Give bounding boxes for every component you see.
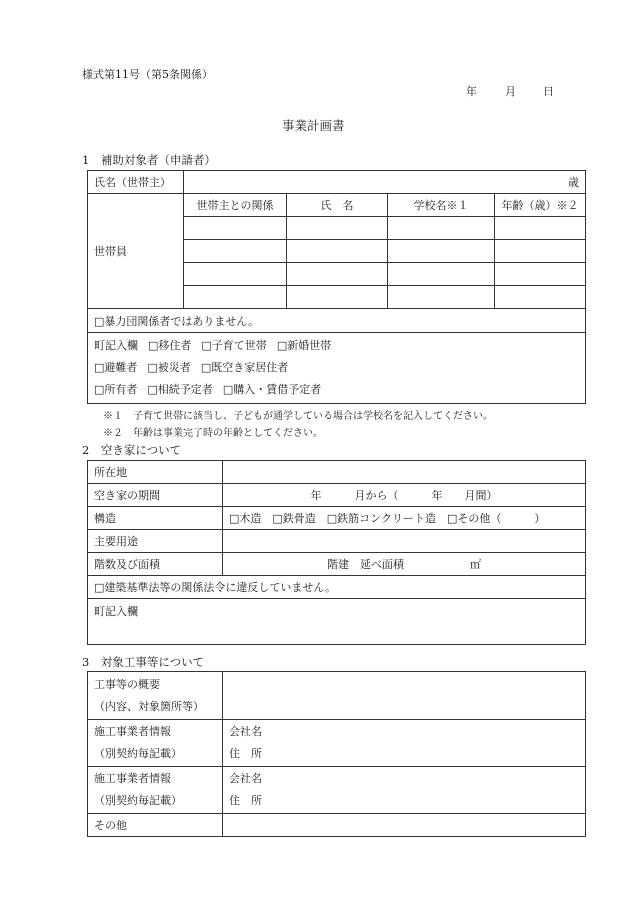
building-law-compliance-checkbox[interactable]: □建築基準法等の関係法令に違反していません。 <box>88 576 586 599</box>
main-usage-field[interactable] <box>223 530 586 553</box>
members-label: 世帯員 <box>88 194 184 309</box>
section3-heading: 3 対象工事等について <box>82 655 205 669</box>
member-relation-cell[interactable] <box>184 240 287 263</box>
date-month: 月 <box>505 85 516 98</box>
date-day: 日 <box>543 85 554 98</box>
note-1: ※１ 子育て世帯に該当し、子どもが通学している場合は学校名を記入してください。 <box>103 411 493 422</box>
address-label: 住 所 <box>229 747 262 760</box>
address-label: 住 所 <box>229 794 262 807</box>
construction-table <box>87 671 586 837</box>
company-name-label: 会社名 <box>229 772 262 785</box>
town-checklist <box>88 333 586 404</box>
page-title: 事業計画書 <box>282 118 345 133</box>
town-entry-field[interactable] <box>88 599 586 645</box>
vacant-house-table <box>87 460 586 645</box>
member-age-cell[interactable] <box>495 240 586 263</box>
other-label: その他 <box>88 814 223 837</box>
member-name-cell[interactable] <box>287 240 388 263</box>
member-name-cell[interactable] <box>287 263 388 286</box>
work-overview-label: 工事等の概要 （内容、対象箇所等） <box>88 672 223 720</box>
contractor-info-field[interactable] <box>223 720 586 767</box>
contractor-info-field[interactable] <box>223 767 586 814</box>
evacuee-checkbox[interactable]: □避難者 <box>94 361 138 374</box>
head-name-label: 氏名（世帯主） <box>88 171 184 194</box>
member-col-age: 年齢（歳）※２ <box>495 194 586 217</box>
floors-area-field[interactable]: 階建 延べ面積 ㎡ <box>223 553 586 576</box>
head-name-field[interactable] <box>184 171 586 194</box>
note-2: ※２ 年齢は事業完了時の年齢としてください。 <box>103 428 323 439</box>
applicant-table <box>87 170 586 404</box>
town-entry-label: 町記入欄 <box>94 605 138 618</box>
member-relation-cell[interactable] <box>184 263 287 286</box>
buyer-renter-checkbox[interactable]: □購入・賃借予定者 <box>222 383 322 396</box>
member-age-cell[interactable] <box>495 286 586 309</box>
member-school-cell[interactable] <box>388 286 495 309</box>
existing-resident-checkbox[interactable]: □既空き家居住者 <box>200 361 289 374</box>
member-school-cell[interactable] <box>388 217 495 240</box>
form-number: 様式第11号（第5条関係） <box>82 68 213 81</box>
floors-area-label: 階数及び面積 <box>88 553 223 576</box>
contractor-info-label: 施工事業者情報 （別契約毎記載） <box>88 720 223 767</box>
childrearing-checkbox[interactable]: □子育て世帯 <box>201 339 267 352</box>
member-col-relation: 世帯主との関係 <box>184 194 287 217</box>
main-usage-label: 主要用途 <box>88 530 223 553</box>
member-name-cell[interactable] <box>287 286 388 309</box>
vacancy-period-label: 空き家の期間 <box>88 484 223 507</box>
location-field[interactable] <box>223 461 586 484</box>
antisocial-declaration-checkbox[interactable]: □暴力団関係者ではありません。 <box>88 309 586 333</box>
contractor-info-label: 施工事業者情報 （別契約毎記載） <box>88 767 223 814</box>
disaster-victim-checkbox[interactable]: □被災者 <box>147 361 191 374</box>
migrant-checkbox[interactable]: □移住者 <box>148 339 192 352</box>
location-label: 所在地 <box>88 461 223 484</box>
member-col-name: 氏 名 <box>287 194 388 217</box>
section2-heading: 2 空き家について <box>82 443 182 457</box>
heir-checkbox[interactable]: □相続予定者 <box>147 383 213 396</box>
structure-label: 構造 <box>88 507 223 530</box>
town-entry-label: 町記入欄 <box>94 339 138 352</box>
structure-checkboxes[interactable]: □木造 □鉄骨造 □鉄筋コンクリート造 □その他（ ） <box>223 507 586 530</box>
date-year: 年 <box>466 85 477 98</box>
member-age-cell[interactable] <box>495 217 586 240</box>
work-overview-field[interactable] <box>223 672 586 720</box>
member-name-cell[interactable] <box>287 217 388 240</box>
vacancy-period-field[interactable]: 年 月から（ 年 月間） <box>223 484 586 507</box>
newlywed-checkbox[interactable]: □新婚世帯 <box>276 339 332 352</box>
member-relation-cell[interactable] <box>184 286 287 309</box>
member-age-cell[interactable] <box>495 263 586 286</box>
member-school-cell[interactable] <box>388 240 495 263</box>
owner-checkbox[interactable]: □所有者 <box>94 383 138 396</box>
member-relation-cell[interactable] <box>184 217 287 240</box>
member-school-cell[interactable] <box>388 263 495 286</box>
section1-heading: 1 補助対象者（申請者） <box>82 153 216 167</box>
age-unit: 歳 <box>568 176 579 189</box>
member-col-school: 学校名※１ <box>388 194 495 217</box>
company-name-label: 会社名 <box>229 725 262 738</box>
other-field[interactable] <box>223 814 586 837</box>
